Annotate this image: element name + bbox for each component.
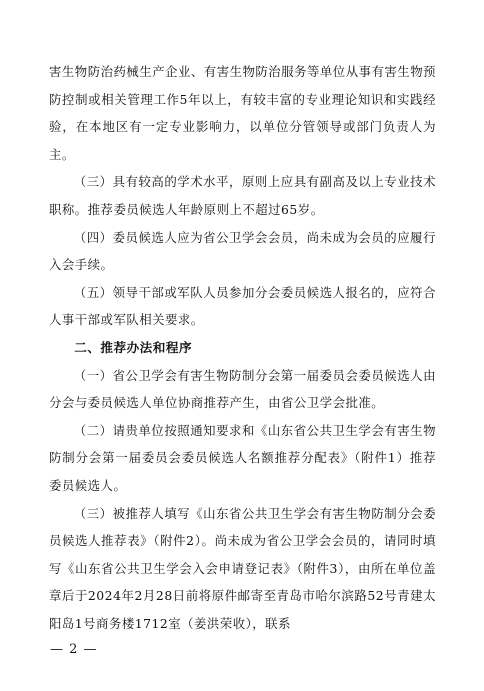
paragraph-procedure-1: （一）省公卫学会有害生物防制分会第一届委员会委员候选人由分会与委员候选人单位协商推荐产生，由省公卫学会批准。 [49,367,436,411]
paragraph-procedure-3: （三）被推荐人填写《山东省公共卫生学会有害生物防制分会委员候选人推荐表》（附件2）。尚未成为省公卫学会会员的，请同时填写《山东省公共卫生学会入会申请登记表》（附件3），由所在单位盖章后于2024年2月28日前将原件邮寄至青岛市哈尔滨路52号青建太阳岛1号商务楼1712室（姜洪荣收），联系 [49,505,436,631]
section-heading-procedure: 二、推荐办法和程序 [74,339,193,355]
paragraph-criteria-3: （三）具有较高的学术水平，原则上应具有副高及以上专业技术职称。推荐委员候选人年龄原则上不超过65岁。 [49,174,436,217]
page-number: — 2 — [50,642,98,657]
paragraph-criteria-5: （五）领导干部或军队人员参加分会委员候选人报名的，应符合人事干部或军队相关要求。 [49,284,436,328]
paragraph-continuation: 害生物防治药械生产企业、有害生物防治服务等单位从事有害生物预防控制或相关管理工作5年以上，有较丰富的专业理论知识和实践经验，在本地区有一定专业影响力，以单位分管领导或部门负责人为主。 [49,64,436,162]
paragraph-criteria-4: （四）委员候选人应为省公卫学会会员，尚未成为会员的应履行入会手续。 [49,229,436,273]
paragraph-procedure-2: （二）请贵单位按照通知要求和《山东省公共卫生学会有害生物防制分会第一届委员会委员候选人名额推荐分配表》（附件1）推荐委员候选人。 [49,422,436,493]
document-body [49,58,436,637]
